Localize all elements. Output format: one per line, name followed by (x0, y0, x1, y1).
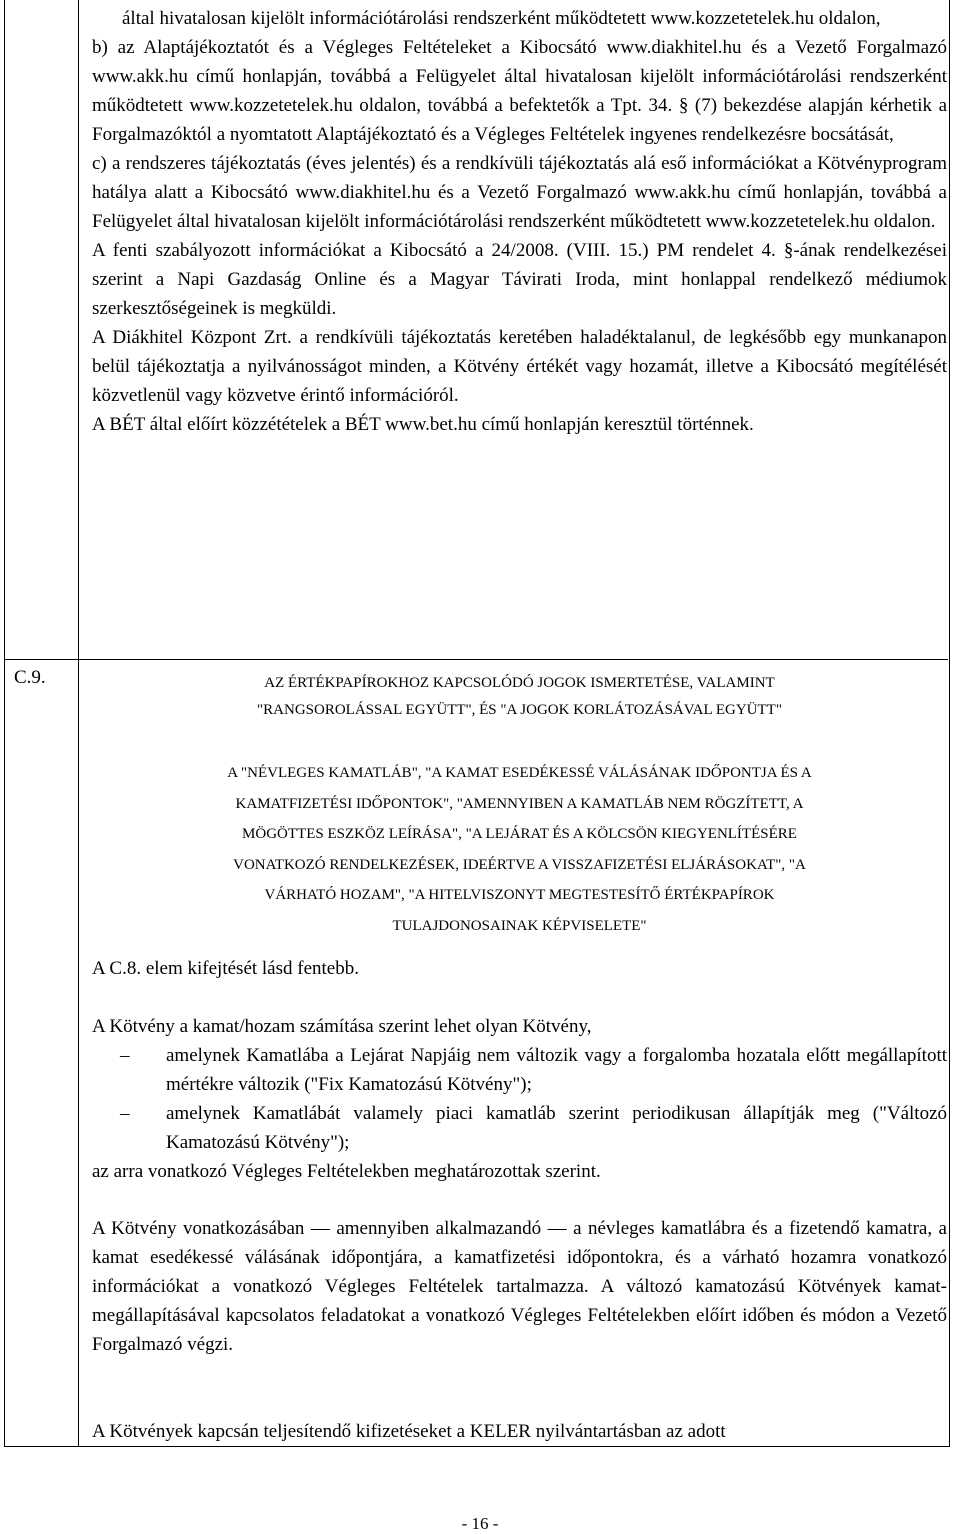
para-keler: A Kötvények kapcsán teljesítendő kifizetéseket a KELER nyilvántartásban az adott (92, 1421, 726, 1442)
row-divider (4, 659, 948, 660)
para-diakhitel: A Diákhitel Központ Zrt. a rendkívüli tájékoztatás keretében haladéktalanul, de legkésőbb egy munkanapon belül tájékoztatja a nyilvánosságot minden, a Kötvény értékét vagy hozamát, illetve a Kibocsátó megítélését közvetlenül vagy közvetve érintő információról. (92, 327, 947, 406)
rate-intro: A Kötvény a kamat/hozam számítása szerint lehet olyan Kötvény, (92, 1016, 592, 1037)
heading-line-2: "RANGSOROLÁSSAL EGYÜTT", ÉS "A JOGOK KORLÁTOZÁSÁVAL EGYÜTT" (257, 702, 782, 718)
line-a-end: által hivatalosan kijelölt információtárolási rendszerként működtetett www.kozzetetelek.hu oldalon, (122, 8, 881, 29)
item-c: c) a rendszeres tájékoztatás (éves jelentés) és a rendkívüli tájékoztatás alá eső információkat a Kötvényprogram hatálya alatt a Kibocsátó www.diakhitel.hu és a Vezető Forgalmazó www.akk.hu című honlapján, továbbá a Felügyelet által hivatalosan kijelölt információtárolási rendszerként működtetett www.kozzetetelek.hu oldalon. (92, 153, 947, 232)
dash-bullet-icon: – (120, 1045, 130, 1066)
subheading-line: MÖGÖTTES ESZKÖZ LEÍRÁSA", "A LEJÁRAT ÉS A KÖLCSÖN KIEGYENLÍTÉSÉRE (242, 826, 797, 842)
heading-line-1: AZ ÉRTÉKPAPÍROKHOZ KAPCSOLÓDÓ JOGOK ISMERTETÉSE, VALAMINT (264, 675, 775, 691)
top-section (92, 4, 947, 439)
dash-bullet-icon: – (120, 1103, 130, 1124)
subheading-line: TULAJDONOSAINAK KÉPVISELETE" (392, 917, 647, 934)
subheading-line: VONATKOZÓ RENDELKEZÉSEK, IDEÉRTVE A VISSZAFIZETÉSI ELJÁRÁSOKAT", "A (233, 856, 806, 873)
ref-text: A C.8. elem kifejtését lásd fentebb. (92, 958, 359, 979)
para-interest: A Kötvény vonatkozásában — amennyiben alkalmazandó — a névleges kamatlábra és a fizetendő kamatra, a kamat esedékessé válásának időpontjára, a kamatfizetési időpontokra, és a várható hozamra vonatkozó információkat a vonatkozó Végleges Feltételek tartalmazza. A változó kamatozású Kötvények kamat-megállapításával kapcsolatos feladatokat a vonatkozó Végleges Feltételekben előírt időben és módon a Vezető Forgalmazó végzi. (92, 1218, 947, 1355)
para-regulation: A fenti szabályozott információkat a Kibocsátó a 24/2008. (VIII. 15.) PM rendelet 4. §-ának rendelkezései szerint a Napi Gazdaság Online és a Magyar Távirati Iroda, mint honlappal rendelkező médiumok szerkesztőségeinek is megküldi. (92, 240, 947, 319)
rate-outro: az arra vonatkozó Végleges Feltételekben meghatározottak szerint. (92, 1161, 601, 1182)
section-label: C.9. (14, 667, 46, 688)
rate-types (92, 1012, 947, 1186)
c9-subheading (92, 758, 947, 941)
column-divider (78, 0, 79, 1446)
list-item (92, 1041, 947, 1099)
list-item-text: amelynek Kamatlába a Lejárat Napjáig nem változik vagy a forgalomba hozatala előtt megállapított mértékre változik ("Fix Kamatozású Kötvény"); (166, 1045, 947, 1095)
para-bet: A BÉT által előírt közzétételek a BÉT www.bet.hu című honlapján keresztül történnek. (92, 414, 754, 435)
subheading-line: A "NÉVLEGES KAMATLÁB", "A KAMAT ESEDÉKESSÉ VÁLÁSÁNAK IDŐPONTJA ÉS A (227, 765, 812, 781)
item-b: b) az Alaptájékoztatót és a Végleges Feltételeket a Kibocsátó www.diakhitel.hu és a Vezető Forgalmazó www.akk.hu című honlapján, továbbá a Felügyelet által hivatalosan kijelölt információtárolási rendszerként működtetett www.kozzetetelek.hu oldalon, továbbá a befektetők a Tpt. 34. § (7) bekezdése alapján kérhetik a Forgalmazóktól a nyomtatott Alaptájékoztató és a Végleges Feltételek ingyenes rendelkezésre bocsátását, (92, 37, 947, 145)
subheading-line: KAMATFIZETÉSI IDŐPONTOK", "AMENNYIBEN A KAMATLÁB NEM RÖGZÍTETT, A (235, 795, 804, 812)
list-item (92, 1099, 947, 1157)
subheading-line: VÁRHATÓ HOZAM", "A HITELVISZONYT MEGTESTESÍTŐ ÉRTÉKPAPÍROK (264, 887, 775, 903)
c9-heading (92, 670, 947, 724)
list-item-text: amelynek Kamatlábát valamely piaci kamatláb szerint periodikusan állapítják meg ("Változó Kamatozású Kötvény"); (166, 1103, 947, 1153)
page-number: - 16 - (461, 1514, 499, 1533)
